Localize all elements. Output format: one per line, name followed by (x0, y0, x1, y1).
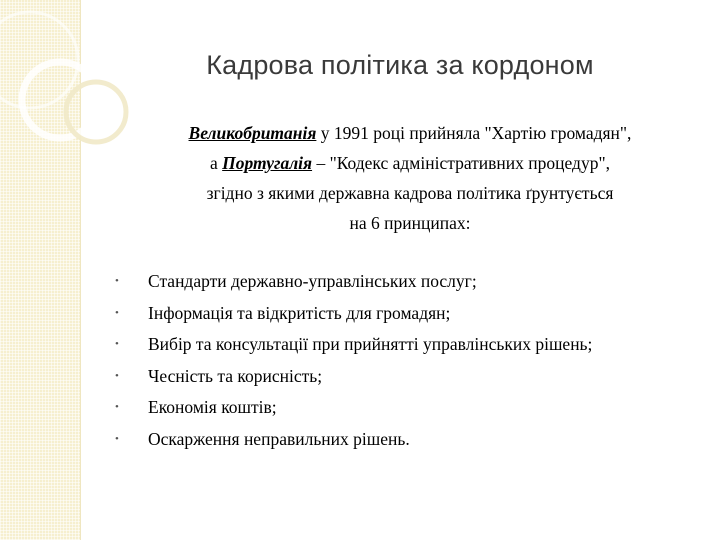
bullet-icon: • (115, 306, 119, 319)
bullet-icon: • (115, 432, 119, 445)
list-item (112, 298, 712, 330)
list-item-text: Оскарження неправильних рішень. (148, 428, 410, 449)
country-uk: Великобританія (188, 123, 317, 143)
intro-paragraph (120, 118, 700, 238)
list-item (112, 266, 712, 298)
bullet-icon: • (115, 275, 119, 287)
intro-line-4: на 6 принципах: (349, 213, 471, 233)
list-item (112, 392, 712, 424)
bullet-icon: • (115, 401, 119, 413)
intro-line-3: згідно з якими державна кадрова політика ґрунтується (206, 183, 614, 203)
intro-line-2-text: – "Кодекс адміністративних процедур", (312, 153, 610, 173)
list-item (112, 424, 712, 456)
list-item-text: Вибір та консультації при прийнятті управлінських рішень; (148, 334, 593, 354)
bullet-icon: • (115, 338, 119, 350)
country-portugal: Португалія (222, 153, 313, 173)
intro-line-1-text: у 1991 році прийняла "Хартію громадян", (316, 123, 632, 143)
list-item (112, 329, 712, 361)
list-item (112, 361, 712, 393)
slide-title: Кадрова політика за кордоном (206, 50, 594, 80)
principles-list (112, 266, 712, 455)
intro-line-2 (120, 148, 700, 178)
list-item-text: Економія коштів; (148, 397, 277, 417)
intro-line-1 (120, 118, 700, 148)
list-item-text: Чесність та корисність; (148, 365, 323, 386)
bullet-icon: • (115, 369, 119, 382)
list-item-text: Інформація та відкритість для громадян; (148, 302, 451, 323)
list-item-text: Стандарти державно-управлінських послуг; (148, 271, 477, 291)
intro-line-2-prefix: а (210, 153, 223, 173)
